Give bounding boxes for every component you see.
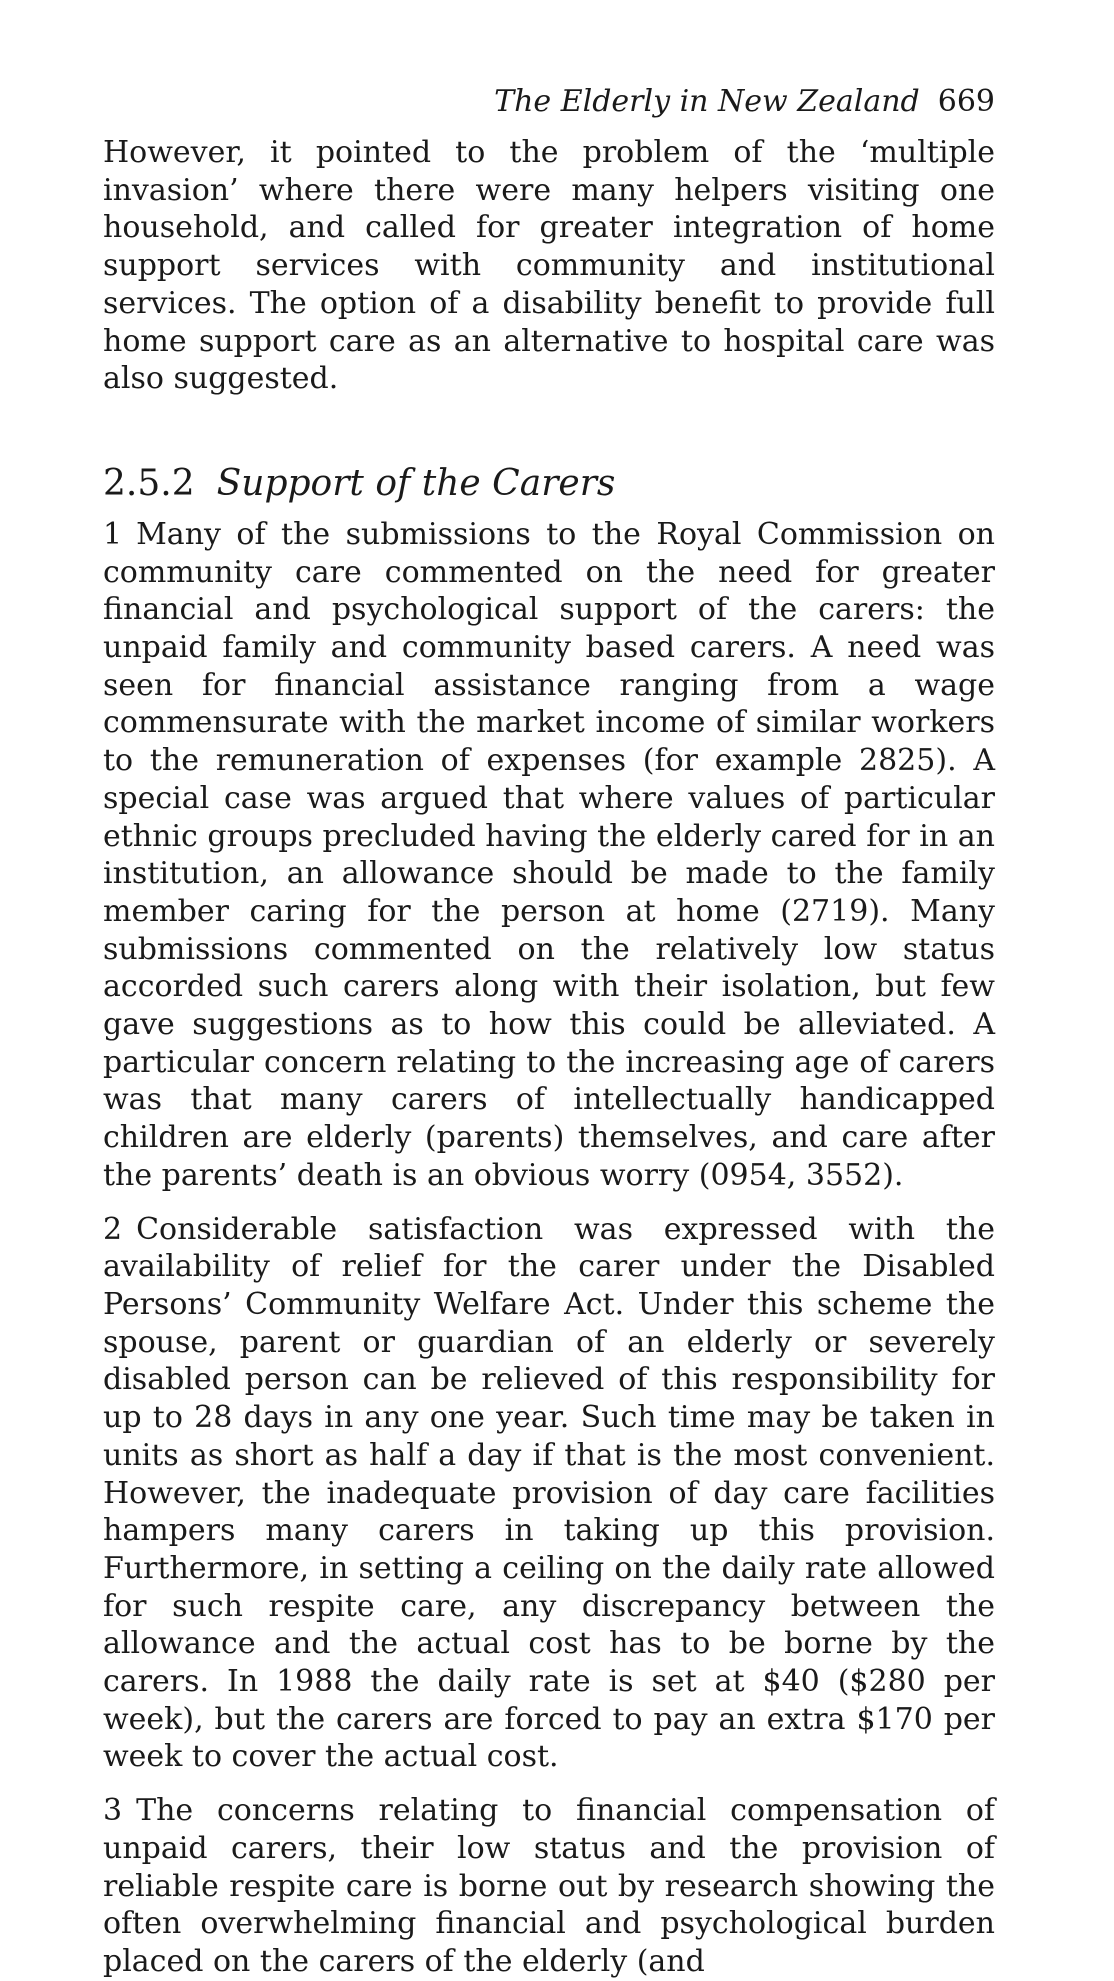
paragraph-text: The concerns relating to financial compensation of unpaid carers, their low status and the provision of reliable respite care is borne out by research showing the often overwhelming financial and psychological burden placed on the carers of the elderly (and — [103, 1793, 995, 1979]
section-heading — [103, 462, 995, 506]
running-head-title: The Elderly in New Zealand — [494, 84, 920, 119]
running-head — [103, 80, 995, 124]
book-page — [103, 80, 995, 1981]
paragraph-3 — [103, 1792, 995, 1981]
section-number: 2.5.2 — [103, 462, 195, 504]
page-number: 669 — [937, 84, 995, 119]
paragraph-number: 2 — [103, 1211, 123, 1247]
paragraph-number: 3 — [103, 1793, 123, 1829]
paragraph-1 — [103, 516, 995, 1195]
section-title: Support of the Carers — [216, 462, 616, 504]
paragraph-2 — [103, 1211, 995, 1777]
intro-paragraph: However, it pointed to the problem of the ‘multiple invasion’ where there were many helpers visiting one household, and called for greater integration of home support services with community and institutional services. The option of a disability benefit to provide full home support care as an alternative to hospital care was also suggested. — [103, 135, 995, 397]
paragraph-text: Many of the submissions to the Royal Commission on community care commented on the need for greater financial and psychological support of the carers: the unpaid family and community based carers. A need was seen for financial assistance ranging from a wage commensurate with the market income of similar workers to the remuneration of expenses (for example 2825). A special case was argued that where values of particular ethnic groups precluded having the elderly cared for in an institution, an allowance should be made to the family member caring for the person at home (2719). Many submissions commented on the relatively low status accorded such carers along with their isolation, but few gave suggestions as to how this could be alleviated. A particular concern relating to the increasing age of carers was that many carers of intellectually handicapped children are elderly (parents) themselves, and care after the parents’ death is an obvious worry (0954, 3552). — [103, 516, 995, 1193]
paragraph-number: 1 — [103, 516, 123, 552]
paragraph-text: Considerable satisfaction was expressed with the availability of relief for the carer under the Disabled Persons’ Community Welfare Act. Under this scheme the spouse, parent or guardian of an elderly or severely disabled person can be relieved of this responsibility for up to 28 days in any one year. Such time may be taken in units as short as half a day if that is the most convenient. However, the inadequate provision of day care facilities hampers many carers in taking up this provision. Furthermore, in setting a ceiling on the daily rate allowed for such respite care, any discrepancy between the allowance and the actual cost has to be borne by the carers. In 1988 the daily rate is set at $40 ($280 per week), but the carers are forced to pay an extra $170 per week to cover the actual cost. — [103, 1211, 995, 1775]
